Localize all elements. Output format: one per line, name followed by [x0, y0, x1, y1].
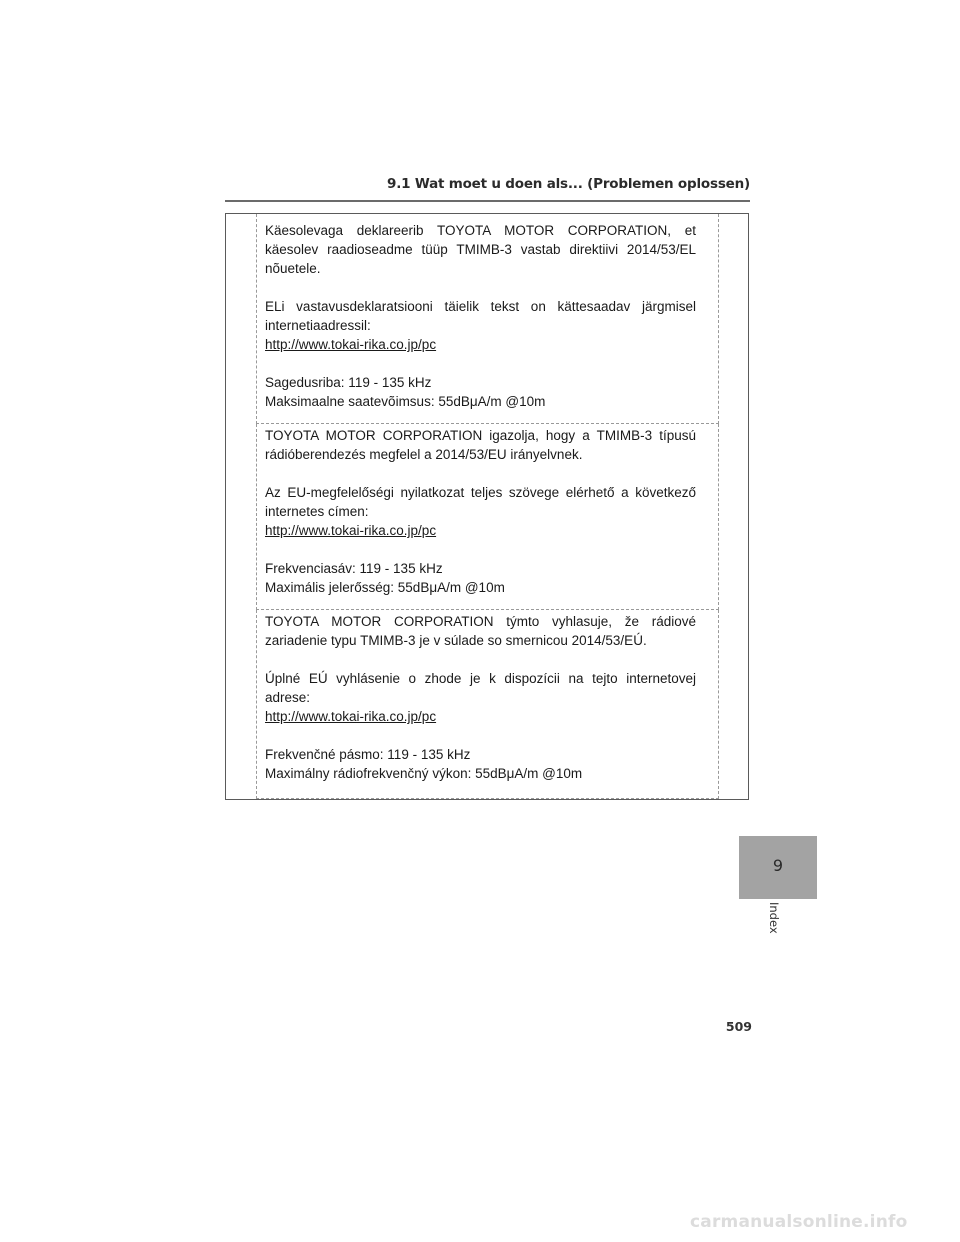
declaration-block-slovak [256, 610, 719, 799]
declaration-text: TOYOTA MOTOR CORPORATION igazolja, hogy a TMIMB-3 típusú rádióberendezés megfelel a 2014/53/EU irányelvnek. [265, 428, 696, 462]
max-power: Maximálny rádiofrekvenčný výkon: 55dBμA/m @10m [265, 766, 583, 781]
chapter-tab[interactable] [739, 836, 817, 899]
declaration-url-link[interactable]: http://www.tokai-rika.co.jp/pc [265, 337, 437, 352]
chapter-tab-label: Index [767, 902, 781, 934]
page-number: 509 [725, 1019, 752, 1034]
full-text-intro: Az EU-megfelelőségi nyilatkozat teljes szövege elérhető a következő internetes címen: [265, 485, 696, 519]
declaration-url-link[interactable]: http://www.tokai-rika.co.jp/pc [265, 709, 437, 724]
frequency-band: Frekvenciasáv: 119 - 135 kHz [265, 561, 443, 576]
max-power: Maximális jelerősség: 55dBμA/m @10m [265, 580, 505, 595]
declaration-text: Käesolevaga deklareerib TOYOTA MOTOR CORPORATION, et käesolev raadioseadme tüüp TMIMB-3 vastab direktiivi 2014/53/EL nõuetele. [265, 223, 696, 276]
frequency-band: Sagedusriba: 119 - 135 kHz [265, 375, 432, 390]
declaration-block-hungarian [256, 424, 719, 610]
declaration-url-link[interactable]: http://www.tokai-rika.co.jp/pc [265, 523, 437, 538]
full-text-intro: Úplné EÚ vyhlásenie o zhode je k dispozícii na tejto internetovej adrese: [265, 671, 696, 705]
max-power: Maksimaalne saatevõimsus: 55dBμA/m @10m [265, 394, 546, 409]
frequency-band: Frekvenčné pásmo: 119 - 135 kHz [265, 747, 471, 762]
section-title: 9.1 Wat moet u doen als... (Problemen oplossen) [387, 176, 750, 192]
full-text-intro: ELi vastavusdeklaratsiooni täielik tekst on kättesaadav järgmisel internetiaadressil: [265, 299, 696, 333]
declaration-block-estonian [256, 214, 719, 424]
chapter-number: 9 [772, 856, 784, 875]
watermark: carmanualsonline.info [690, 1212, 908, 1232]
running-header [225, 176, 750, 202]
declaration-text: TOYOTA MOTOR CORPORATION týmto vyhlasuje, že rádiové zariadenie typu TMIMB-3 je v súlade so smernicou 2014/53/EÚ. [265, 614, 696, 648]
